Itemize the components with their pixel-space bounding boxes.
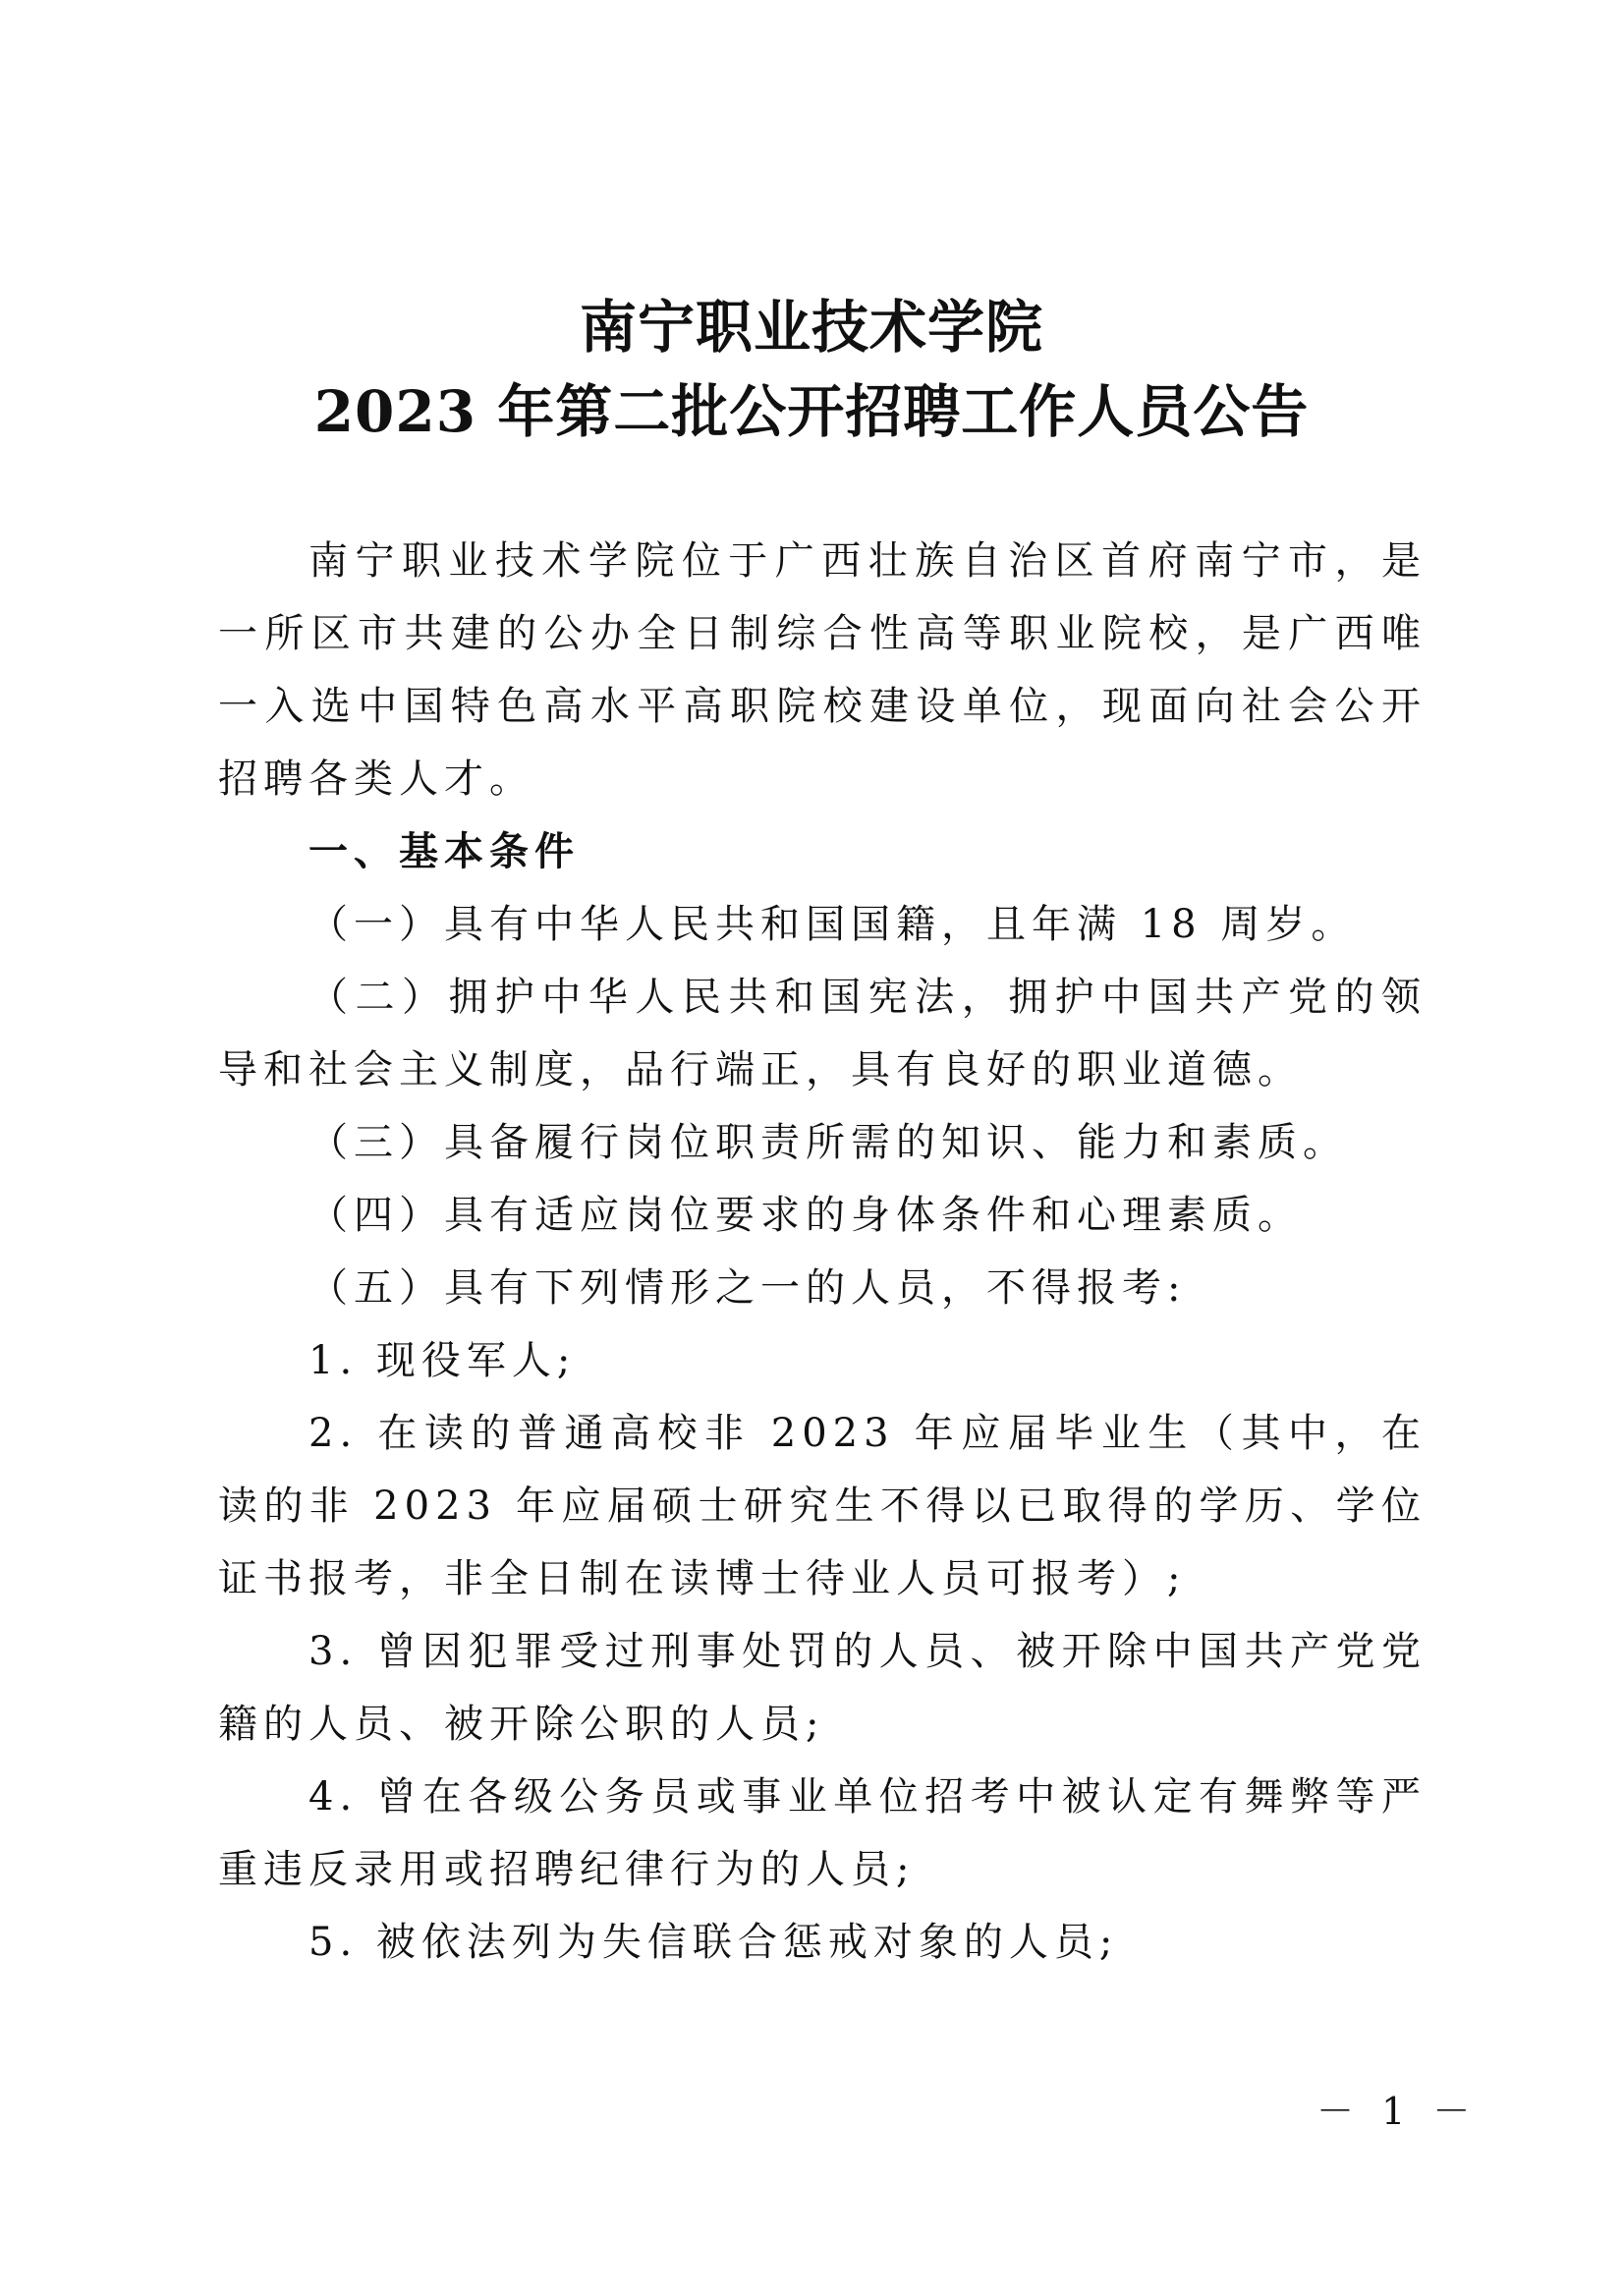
condition-item: （四）具有适应岗位要求的身体条件和心理素质。: [308, 1193, 1303, 1238]
page-number: － 1 －: [1316, 2090, 1479, 2133]
title-line-1: 南宁职业技术学院: [579, 294, 1043, 361]
exclusion-item: 4. 曾在各级公务员或事业单位招考中被认定有舞弊等严重违反录用或招聘纪律行为的人员;: [218, 1774, 1427, 1892]
condition-item: （一）具有中华人民共和国国籍，且年满 18 周岁。: [308, 902, 1357, 947]
document-title: [0, 285, 1623, 454]
document-body: [218, 525, 1427, 1979]
condition-item: （二）拥护中华人民共和国宪法，拥护中国共产党的领导和社会主义制度，品行端正，具有良好的职业道德。: [218, 975, 1427, 1092]
condition-item: （三）具备履行岗位职责所需的知识、能力和素质。: [308, 1120, 1348, 1165]
section-heading-basic-conditions: 一、基本条件: [308, 829, 580, 874]
title-line-2: 2023 年第二批公开招聘工作人员公告: [313, 378, 1310, 445]
exclusion-item: 5. 被依法列为失信联合惩戒对象的人员;: [308, 1920, 1119, 1965]
exclusion-item: 2. 在读的普通高校非 2023 年应届毕业生（其中，在读的非 2023 年应届硕士研究生不得以已取得的学历、学位证书报考，非全日制在读博士待业人员可报考）;: [218, 1411, 1427, 1601]
exclusion-item: 1. 现役军人;: [308, 1338, 577, 1383]
exclusion-item: 3. 曾因犯罪受过刑事处罚的人员、被开除中国共产党党籍的人员、被开除公职的人员;: [218, 1629, 1427, 1747]
condition-item: （五）具有下列情形之一的人员，不得报考:: [308, 1265, 1187, 1311]
intro-paragraph: 南宁职业技术学院位于广西壮族自治区首府南宁市，是一所区市共建的公办全日制综合性高等职业院校，是广西唯一入选中国特色高水平高职院校建设单位，现面向社会公开招聘各类人才。: [218, 538, 1427, 802]
